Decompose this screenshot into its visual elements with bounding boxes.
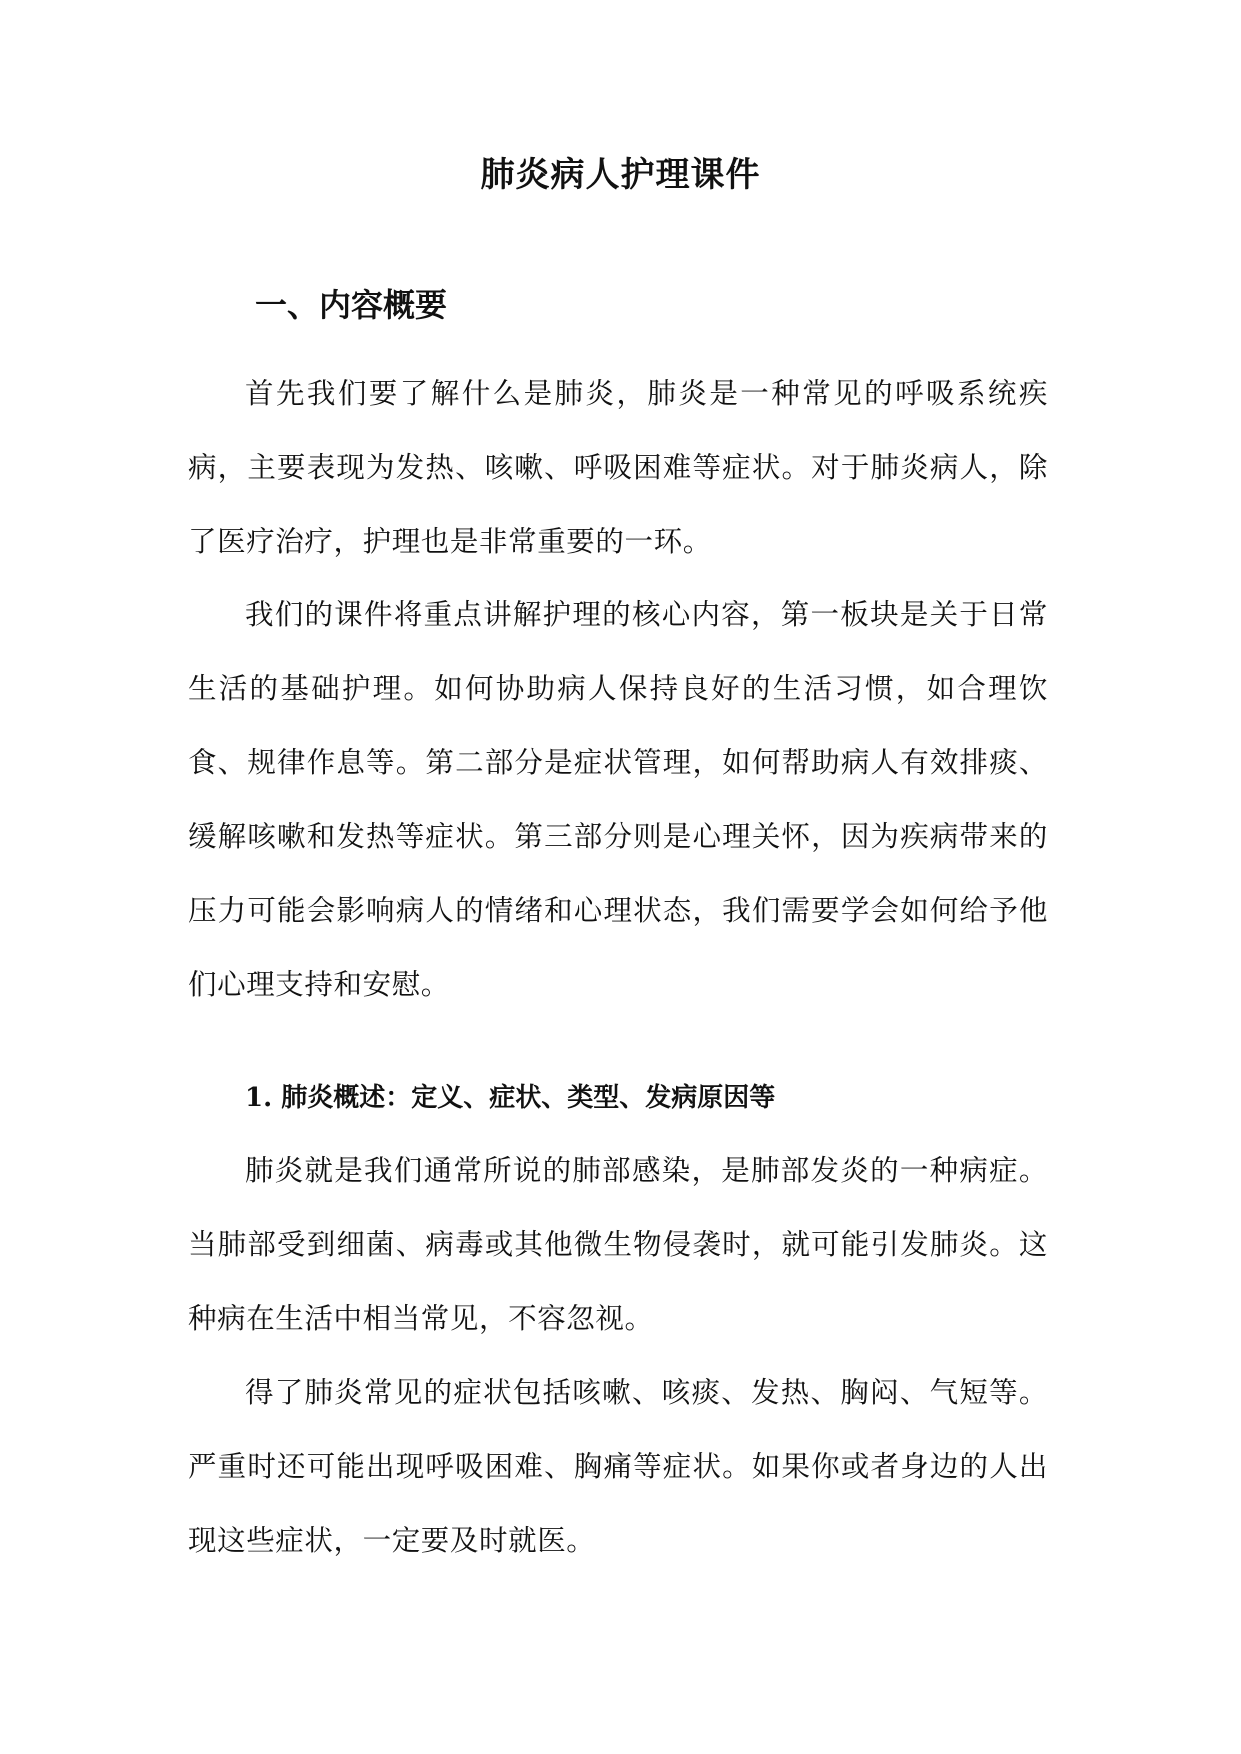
section-heading-overview: 一、内容概要 [255, 286, 448, 324]
paragraph-pneumonia-symptoms: 得了肺炎常见的症状包括咳嗽、咳痰、发热、胸闷、气短等。严重时还可能出现呼吸困难、胸痛等症状。如果你或者身边的人出现这些症状，一定要及时就医。 [188, 1376, 1048, 1557]
document-title: 肺炎病人护理课件 [480, 155, 761, 195]
paragraph-pneumonia-intro: 首先我们要了解什么是肺炎，肺炎是一种常见的呼吸系统疾病，主要表现为发热、咳嗽、呼吸困难等症状。对于肺炎病人，除了医疗治疗，护理也是非常重要的一环。 [188, 377, 1048, 558]
paragraph-courseware-outline: 我们的课件将重点讲解护理的核心内容，第一板块是关于日常生活的基础护理。如何协助病人保持良好的生活习惯，如合理饮食、规律作息等。第二部分是症状管理，如何帮助病人有效排痰、缓解咳嗽和发热等症状。第三部分则是心理关怀，因为疾病带来的压力可能会影响病人的情绪和心理状态，我们需要学会如何给予他们心理支持和安慰。 [188, 598, 1048, 1001]
subsection-heading-pneumonia-overview: 1. 肺炎概述：定义、症状、类型、发病原因等 [245, 1083, 776, 1113]
paragraph-pneumonia-definition: 肺炎就是我们通常所说的肺部感染，是肺部发炎的一种病症。当肺部受到细菌、病毒或其他微生物侵袭时，就可能引发肺炎。这种病在生活中相当常见，不容忽视。 [188, 1154, 1048, 1335]
